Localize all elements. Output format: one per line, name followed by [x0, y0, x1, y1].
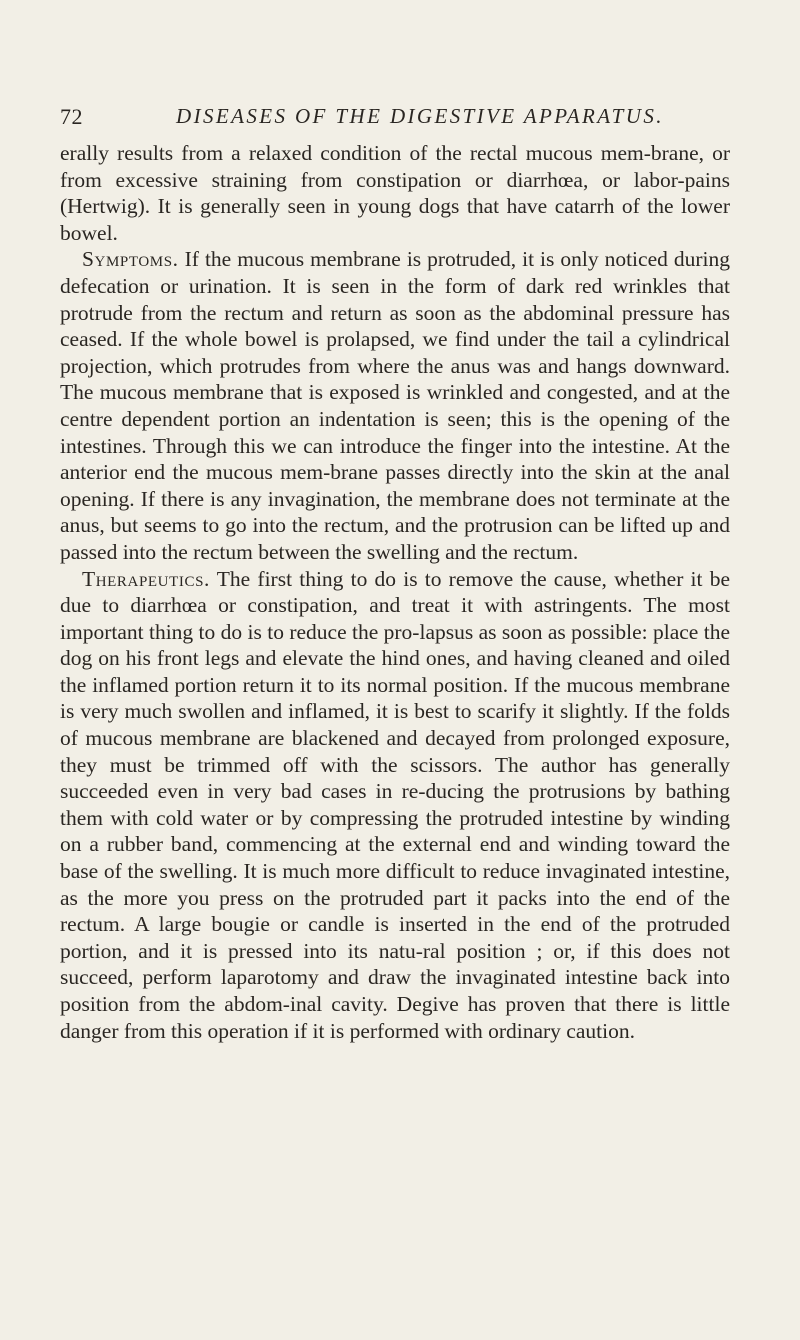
page-header: [60, 104, 740, 136]
section-heading-symptoms: Symptoms.: [82, 247, 179, 272]
section-heading-therapeutics: Therapeutics.: [82, 566, 210, 591]
paragraph-text: erally results from a relaxed condition of the rectal mucous mem-brane, or from excessive straining from constipation or diarrhœa, or labor-pains (Hertwig). It is generally seen in young dogs that have catarrh of the lower bowel.: [60, 141, 730, 245]
paragraph-text: The first thing to do is to remove the cause, whether it be due to diarrhœa or constipation, and treat it with astringents. The most important thing to do is to reduce the pro-lapsus as soon as possible: place the dog on his front legs and elevate the hind ones, and having cleaned and oiled the inflamed portion return it to its normal position. If the mucous membrane is very much swollen and inflamed, it is best to scarify it slightly. If the folds of mucous membrane are blackened and decayed from prolonged exposure, they must be trimmed off with the scissors. The author has generally succeeded even in very bad cases in re-ducing the protrusions by bathing them with cold water or by compressing the protruded intestine by winding on a rubber band, commencing at the external end and winding toward the base of the swelling. It is much more difficult to reduce invaginated intestine, as the more you press on the protruded part it packs into the end of the rectum. A large bougie or candle is inserted in the end of the protruded portion, and it is pressed into its natu-ral position ; or, if this does not succeed, perform laparotomy and draw the invaginated intestine back into position from the abdom-inal cavity. Degive has proven that there is little danger from this operation if it is performed with ordinary caution.: [60, 566, 730, 1043]
running-head: DISEASES OF THE DIGESTIVE APPARATUS.: [176, 104, 664, 128]
body-text: [60, 140, 730, 1044]
paragraph-therapeutics: [60, 566, 730, 1045]
page-number: 72: [60, 104, 83, 129]
paragraph-text: If the mucous membrane is protruded, it is only noticed during defecation or urination. It is seen in the form of dark red wrinkles that protrude from the rectum and return as soon as the abdominal pressure has ceased. If the whole bowel is prolapsed, we find under the tail a cylindrical projection, which protrudes from where the anus was and hangs downward. The mucous membrane that is exposed is wrinkled and congested, and at the centre dependent portion an indentation is seen; this is the opening of the intestines. Through this we can introduce the finger into the intestine. At the anterior end the mucous mem-brane passes directly into the skin at the anal opening. If there is any invagination, the membrane does not terminate at the anus, but seems to go into the rectum, and the protrusion can be lifted up and passed into the rectum between the swelling and the rectum.: [60, 247, 730, 564]
paragraph-symptoms: [60, 246, 730, 565]
paragraph-continuation: [60, 140, 730, 246]
